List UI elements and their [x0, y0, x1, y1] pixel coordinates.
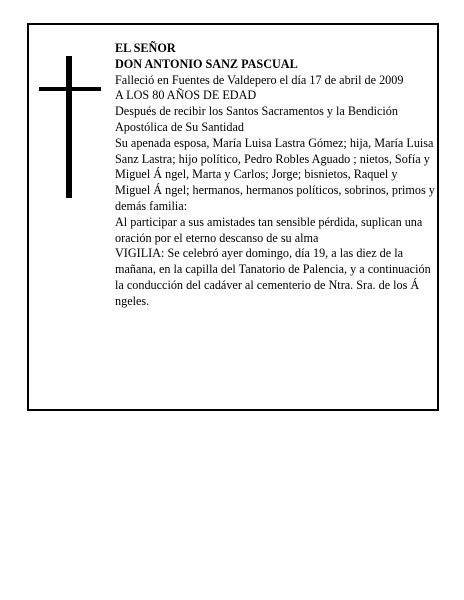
obituary-notice [27, 23, 439, 411]
death-details: Falleció en Fuentes de Valdepero el día 17 de abril de 2009 [115, 72, 404, 87]
vigil-label: VIGILIA: [115, 246, 165, 261]
prayer-request: Al participar a sus amistades tan sensible pérdida, suplican una oración por el eterno descanso de su alma [115, 214, 423, 245]
heading-title: EL SEÑOR [115, 41, 176, 55]
family-list: Su apenada esposa, María Luisa Lastra Gómez; hija, María Luisa Sanz Lastra; hijo político, Pedro Robles Aguado ; nietos, Sofía y Miguel Á ngel, Marta y Carlos; Jorge; bisnietos, Raquel y Miguel Á ngel; hermanos, hermanos políticos, sobrinos, primos y demás familia: [115, 135, 435, 213]
notice-text [115, 41, 435, 310]
deceased-name: DON ANTONIO SANZ PASCUAL [115, 56, 298, 71]
age-line: A LOS 80 AÑOS DE EDAD [115, 88, 257, 103]
cross-horizontal-bar [39, 87, 101, 91]
cross-icon [39, 56, 101, 198]
sacraments-line: Después de recibir los Santos Sacramentos y la Bendición Apostólica de Su Santidad [115, 104, 398, 134]
vigil-paragraph [115, 246, 435, 309]
cross-vertical-bar [66, 56, 72, 198]
vigil-text: Se celebró ayer domingo, día 19, a las diez de la mañana, en la capilla del Tanatorio de Palencia, y a continuación la conducción del cadáver al cementerio de Ntra. Sra. de los Á ngeles. [115, 246, 431, 308]
